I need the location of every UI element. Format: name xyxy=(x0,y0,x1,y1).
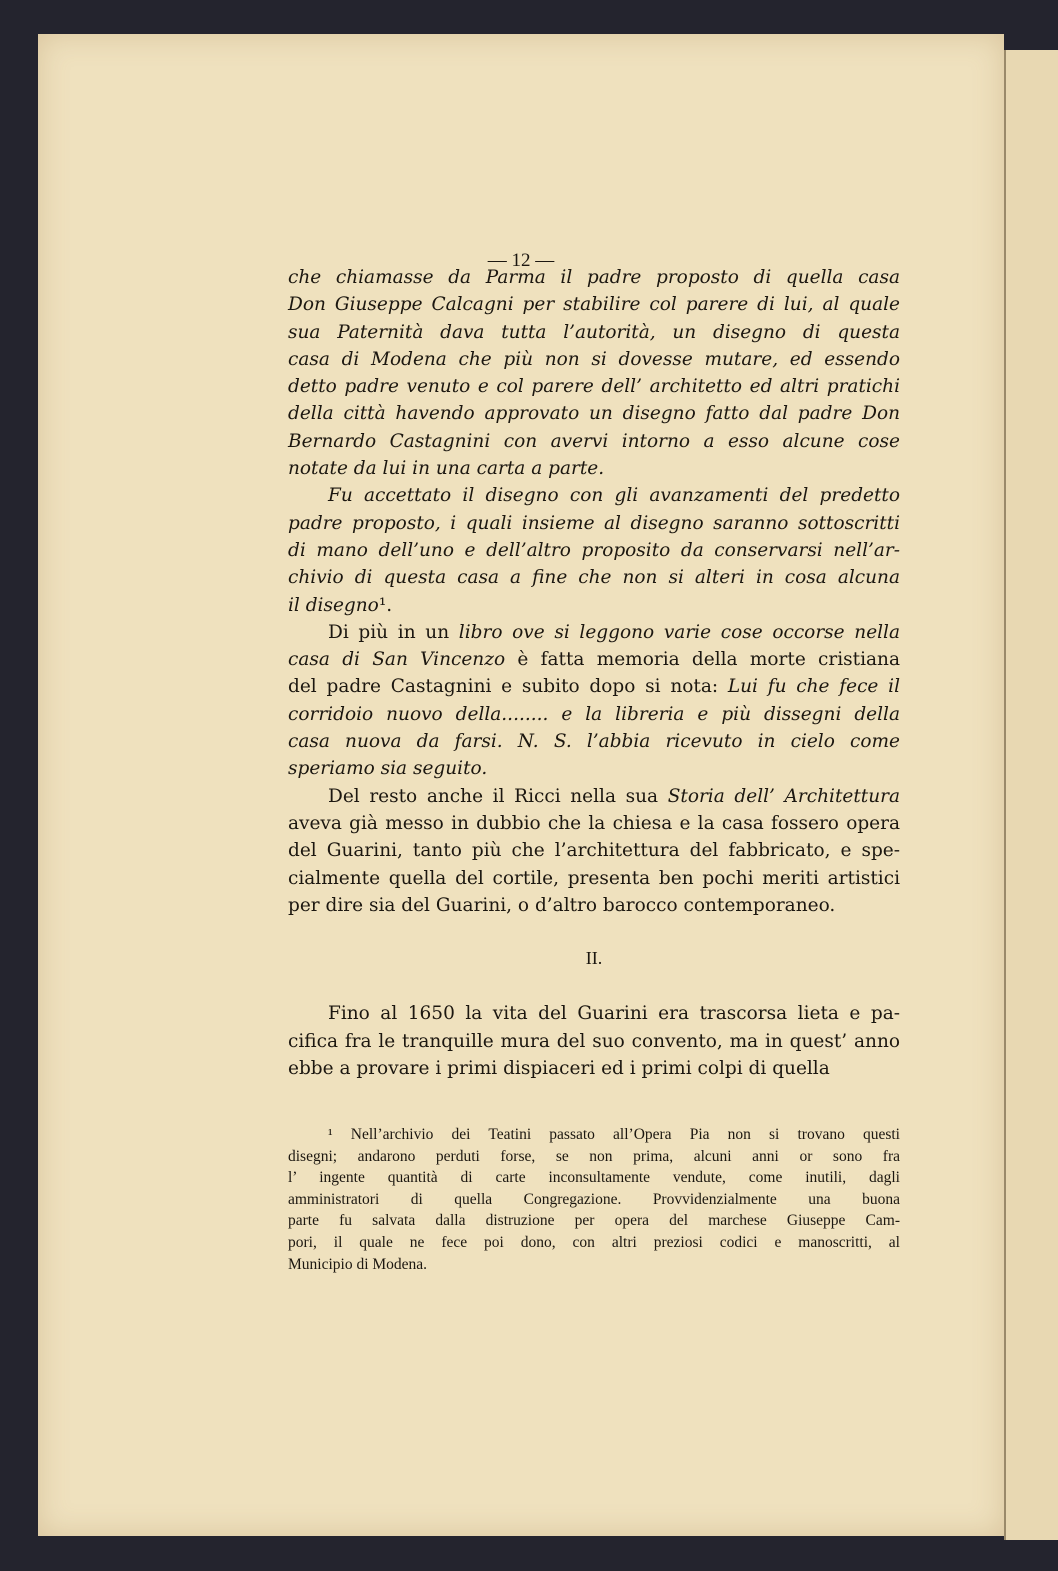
text: del Guarini, tanto più che l’architettura del fabbricato, e spe- xyxy=(288,840,900,862)
italic-text: sua Paternità dava tutta l’autorità, un disegno di questa xyxy=(288,321,900,343)
italic-text: corridoio nuovo della........ e la libreria e più dissegni della xyxy=(288,703,900,725)
footnote-line: l’ ingente quantità di carte inconsultamente vendute, come inutili, dagli xyxy=(288,1169,900,1187)
text: Di più in un xyxy=(328,621,459,643)
text: ebbe a provare i primi dispiaceri ed i primi colpi di quella xyxy=(288,1058,830,1080)
text-line xyxy=(288,728,900,755)
paragraph xyxy=(288,482,900,618)
text-line xyxy=(288,892,900,919)
italic-text: Bernardo Castagnini con avervi intorno a esso alcune cose xyxy=(288,430,900,452)
footnote-line: parte fu salvata dalla distruzione per opera del marchese Giuseppe Cam- xyxy=(288,1212,900,1230)
text-line xyxy=(288,837,900,864)
footnote-line: Municipio di Modena. xyxy=(288,1255,428,1273)
italic-text: chivio di questa casa a fine che non si alteri in cosa alcuna xyxy=(288,567,900,589)
italic-text: Storia dell’ Architettura xyxy=(667,785,900,807)
text: del padre Castagnini e subito dopo si nota: xyxy=(288,676,728,698)
text-line xyxy=(288,810,900,837)
text-line xyxy=(288,1055,900,1082)
italic-text: casa di San Vincenzo xyxy=(288,649,506,671)
italic-text: casa di Modena che più non si dovesse mutare, ed essendo xyxy=(288,348,900,370)
italic-text: di mano dell’uno e dell’altro proposito da conservarsi nell’ar- xyxy=(288,539,900,561)
italic-text: Lui fu che fece il xyxy=(727,676,900,698)
text-line xyxy=(288,646,900,673)
text: per dire sia del Guarini, o d’altro barocco contemporaneo. xyxy=(288,894,836,916)
text-line xyxy=(288,1028,900,1055)
text-block-2 xyxy=(288,1000,900,1082)
text-line xyxy=(288,592,900,619)
italic-text: libro ove si leggono varie cose occorse nella xyxy=(458,621,901,643)
text-line xyxy=(288,564,900,591)
text-line xyxy=(288,619,900,646)
text-line xyxy=(288,1000,900,1027)
italic-text: che chiamasse da Parma il padre proposto di quella casa xyxy=(288,267,900,288)
text-block-1 xyxy=(288,264,900,919)
italic-text: padre proposto, i quali insieme al disegno saranno sottoscritti xyxy=(288,512,900,534)
paragraph xyxy=(288,1000,900,1082)
text: Del resto anche il Ricci nella sua xyxy=(328,785,668,807)
text: cifica fra le tranquille mura del suo convento, ma in quest’ anno xyxy=(288,1030,900,1052)
italic-text: Don Giuseppe Calcagni per stabilire col parere di lui, al quale xyxy=(288,294,900,316)
section-heading: II. xyxy=(585,948,603,969)
page-number: — 12 — xyxy=(487,250,555,271)
text: cialmente quella del cortile, presenta ben pochi meriti artistici xyxy=(288,867,900,889)
paragraph xyxy=(288,783,900,919)
footnote-line: disegni; andarono perduti forse, se non prima, alcuni anni or sono fra xyxy=(288,1147,900,1165)
text-line xyxy=(288,291,900,318)
italic-text: il disegno xyxy=(288,594,379,616)
footnote-line: pori, il quale ne fece poi dono, con altri preziosi codici e manoscritti, al xyxy=(288,1233,900,1251)
paragraph xyxy=(288,264,900,482)
italic-text: notate da lui in una carta a parte. xyxy=(288,458,605,480)
italic-text: Fu accettato il disegno con gli avanzamenti del predetto xyxy=(328,485,900,507)
italic-text: speriamo sia seguito. xyxy=(288,758,488,780)
text: è fatta memoria della morte cristiana xyxy=(505,649,900,671)
text-line xyxy=(288,701,900,728)
footnote-line: amministratori di quella Congregazione. Provvidenzialmente una buona xyxy=(288,1190,900,1208)
italic-text: detto padre venuto e col parere dell’ architetto ed altri pratichi xyxy=(288,376,900,398)
text-line xyxy=(288,400,900,427)
text-line xyxy=(288,783,900,810)
adjacent-page-edge xyxy=(1004,50,1058,1540)
text-line xyxy=(288,319,900,346)
italic-text: casa nuova da farsi. N. S. l’abbia ricevuto in cielo come xyxy=(288,731,900,753)
text-line xyxy=(288,510,900,537)
footnote xyxy=(288,1124,900,1275)
text-line xyxy=(288,482,900,509)
paragraph xyxy=(288,619,900,783)
text-line xyxy=(288,455,900,482)
text-line xyxy=(288,428,900,455)
text-line xyxy=(288,673,900,700)
italic-text: della città havendo approvato un disegno fatto dal padre Don xyxy=(288,403,900,425)
text-line xyxy=(288,537,900,564)
text-line xyxy=(288,373,900,400)
main-text xyxy=(288,264,900,1082)
text: aveva già messo in dubbio che la chiesa e la casa fossero opera xyxy=(288,812,900,834)
text: ¹. xyxy=(378,594,393,616)
text-line xyxy=(288,865,900,892)
footnote-line: ¹ Nell’archivio dei Teatini passato all’Opera Pia non si trovano questi xyxy=(328,1126,900,1143)
text-line xyxy=(288,264,900,291)
text-line xyxy=(288,346,900,373)
text: Fino al 1650 la vita del Guarini era trascorsa lieta e pa- xyxy=(328,1003,900,1025)
text-line xyxy=(288,755,900,782)
